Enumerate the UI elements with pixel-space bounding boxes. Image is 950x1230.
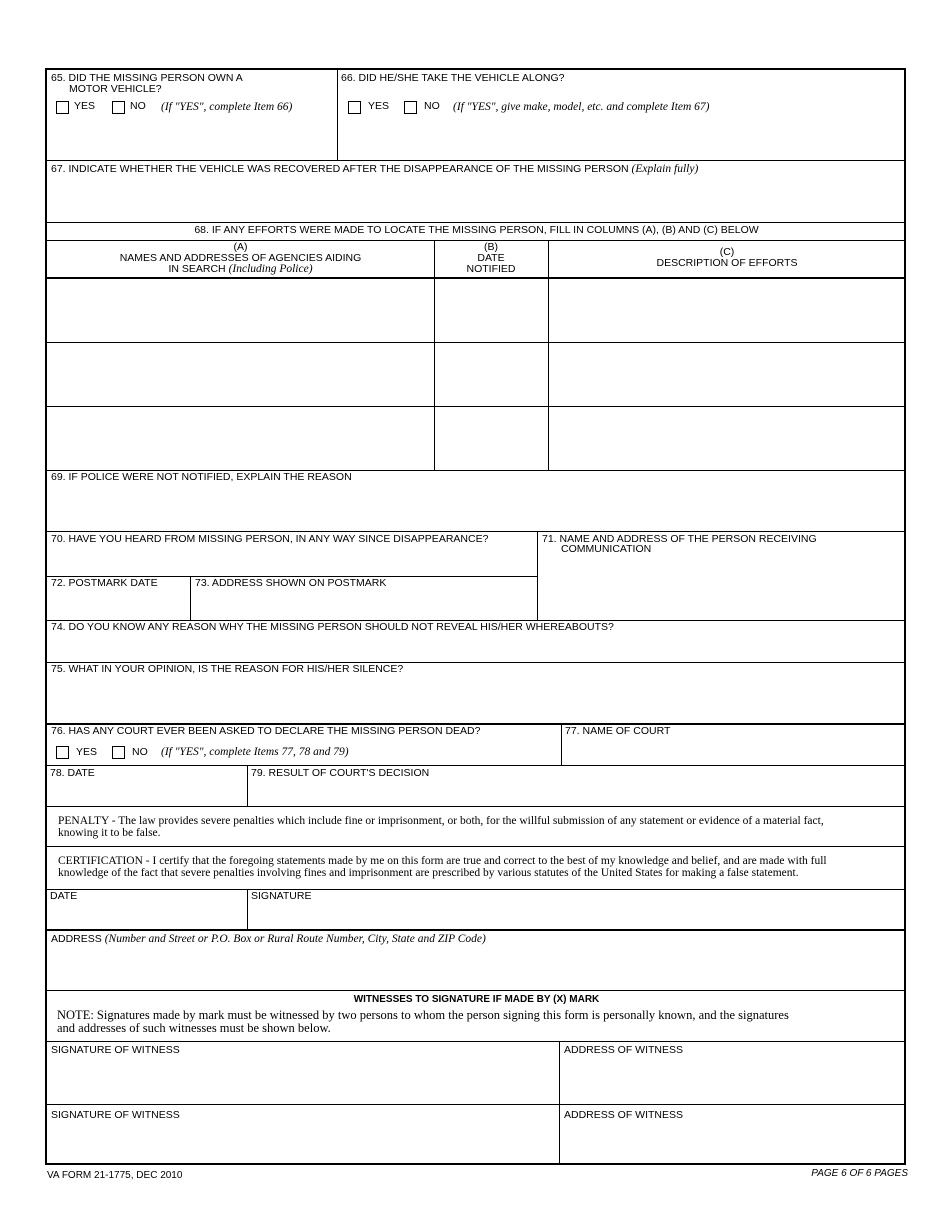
rule: [47, 806, 906, 807]
rule: [559, 1041, 560, 1165]
q66-note: (If "YES", give make, model, etc. and complete Item 67): [453, 101, 710, 113]
q68-col-a-header: NAMES AND ADDRESSES OF AGENCIES AIDING: [119, 252, 362, 264]
q76-no-checkbox[interactable]: [112, 746, 125, 759]
witness-note-cont: and addresses of such witnesses must be shown below.: [57, 1021, 331, 1035]
q73-label: 73. ADDRESS SHOWN ON POSTMARK: [195, 577, 387, 589]
rule: [47, 531, 906, 532]
q65-no-checkbox[interactable]: [112, 101, 125, 114]
q66-yes-checkbox[interactable]: [348, 101, 361, 114]
q78-label: 78. DATE: [50, 767, 95, 779]
q76-yes-label: YES: [76, 746, 98, 758]
signature-label: SIGNATURE: [251, 890, 312, 902]
rule: [47, 990, 906, 991]
q66-no-checkbox[interactable]: [404, 101, 417, 114]
q68-row2-col-c[interactable]: [549, 343, 906, 406]
rule: [47, 222, 906, 223]
witness-title: WITNESSES TO SIGNATURE IF MADE BY (X) MARK: [353, 994, 600, 1005]
q68-col-a-letter: (A): [233, 241, 248, 253]
q68-title: 68. IF ANY EFFORTS WERE MADE TO LOCATE THE MISSING PERSON, FILL IN COLUMNS (A), (B) AND (C) BELOW: [194, 224, 759, 236]
q74-label: 74. DO YOU KNOW ANY REASON WHY THE MISSING PERSON SHOULD NOT REVEAL HIS/HER WHEREABOUTS?: [51, 621, 614, 633]
q68-col-b-letter: (B): [484, 241, 498, 253]
q71-label: COMMUNICATION: [561, 543, 652, 555]
address-note: (Number and Street or P.O. Box or Rural Route Number, City, State and ZIP Code): [104, 933, 486, 945]
rule: [47, 846, 906, 847]
q66-no-label: NO: [424, 100, 440, 112]
q68-col-c-header: DESCRIPTION OF EFFORTS: [656, 257, 798, 269]
q76-note: (If "YES", complete Items 77, 78 and 79): [161, 746, 349, 758]
q69-label: 69. IF POLICE WERE NOT NOTIFIED, EXPLAIN THE REASON: [51, 471, 352, 483]
q76-yes-checkbox[interactable]: [56, 746, 69, 759]
q67-label: [51, 164, 698, 175]
q68-row1-col-c[interactable]: [549, 278, 906, 342]
q68-row1-col-b[interactable]: [435, 278, 548, 342]
q68-col-c-letter: (C): [719, 246, 735, 258]
q66-label: 66. DID HE/SHE TAKE THE VEHICLE ALONG?: [341, 72, 565, 84]
q68-row3-col-b[interactable]: [435, 407, 548, 470]
q68-col-b-header2: NOTIFIED: [466, 263, 516, 275]
q66-yes-label: YES: [368, 100, 390, 112]
q75-label: 75. WHAT IN YOUR OPINION, IS THE REASON FOR HIS/HER SILENCE?: [51, 663, 404, 675]
signature-field[interactable]: [248, 902, 905, 928]
rule: [47, 889, 906, 890]
form-page: [45, 68, 906, 1165]
q65-yes-checkbox[interactable]: [56, 101, 69, 114]
q65-yes-label: YES: [74, 100, 96, 112]
certification-text: CERTIFICATION - I certify that the foregoing statements made by me on this form are true and correct to the best of my knowledge and belief, and are made with full: [58, 855, 827, 867]
witness2-signature-label: SIGNATURE OF WITNESS: [51, 1109, 180, 1121]
q68-row3-col-c[interactable]: [549, 407, 906, 470]
q70-label: 70. HAVE YOU HEARD FROM MISSING PERSON, IN ANY WAY SINCE DISAPPEARANCE?: [51, 533, 489, 545]
penalty-text: PENALTY - The law provides severe penalties which include fine or imprisonment, or both, for the willful submission of any statement or evidence of a material fact,: [58, 815, 824, 827]
q68-row2-col-a[interactable]: [47, 343, 434, 406]
rule: [47, 240, 906, 241]
q68-row2-col-b[interactable]: [435, 343, 548, 406]
q76-no-label: NO: [132, 746, 148, 758]
witness2-address-label: ADDRESS OF WITNESS: [564, 1109, 684, 1121]
date-label: DATE: [50, 890, 78, 902]
q72-label: 72. POSTMARK DATE: [51, 577, 158, 589]
rule: [47, 1041, 906, 1042]
page-number: PAGE 6 OF 6 PAGES: [811, 1168, 908, 1179]
q79-label: 79. RESULT OF COURT'S DECISION: [251, 767, 430, 779]
q67-note: (Explain fully): [631, 163, 699, 175]
rule: [337, 70, 338, 160]
rule: [47, 1104, 906, 1105]
q65-label: 65. DID THE MISSING PERSON OWN A: [51, 72, 243, 84]
certification-text-cont: knowledge of the fact that severe penalties involving fines and imprisonment are prescribed by various statutes of the United States for making a false statement.: [58, 867, 799, 879]
form-id: VA FORM 21-1775, DEC 2010: [47, 1170, 183, 1181]
rule: [47, 765, 906, 766]
q65-no-label: NO: [130, 100, 146, 112]
witness1-address-label: ADDRESS OF WITNESS: [564, 1044, 684, 1056]
q68-col-b-header: DATE: [477, 252, 505, 264]
q68-col-a-line2: IN SEARCH: [168, 263, 226, 275]
witness1-signature-label: SIGNATURE OF WITNESS: [51, 1044, 180, 1056]
rule: [247, 765, 248, 806]
rule: [190, 576, 191, 620]
penalty-text-cont: knowing it to be false.: [58, 827, 161, 839]
q65-note: (If "YES", complete Item 66): [161, 101, 293, 113]
rule: [561, 723, 562, 765]
address-label-text: ADDRESS: [51, 933, 102, 945]
q68-col-a-header2: [47, 264, 434, 275]
rule: [47, 929, 906, 931]
address-label: [51, 934, 486, 945]
q76-label: 76. HAS ANY COURT EVER BEEN ASKED TO DECLARE THE MISSING PERSON DEAD?: [51, 725, 481, 737]
q68-col-a-note: (Including Police): [228, 263, 313, 275]
q77-label: 77. NAME OF COURT: [565, 725, 671, 737]
rule: [47, 160, 906, 161]
q71-label: 71. NAME AND ADDRESS OF THE PERSON RECEIVING: [542, 533, 817, 545]
q68-row1-col-a[interactable]: [47, 278, 434, 342]
rule: [537, 531, 538, 620]
q67-label-text: 67. INDICATE WHETHER THE VEHICLE WAS RECOVERED AFTER THE DISAPPEARANCE OF THE MISSING PERSON: [51, 163, 629, 175]
witness-note: NOTE: Signatures made by mark must be witnessed by two persons to whom the person signing this form is personally known, and the signatures: [57, 1008, 789, 1022]
q68-row3-col-a[interactable]: [47, 407, 434, 470]
q65-label: MOTOR VEHICLE?: [69, 83, 162, 95]
